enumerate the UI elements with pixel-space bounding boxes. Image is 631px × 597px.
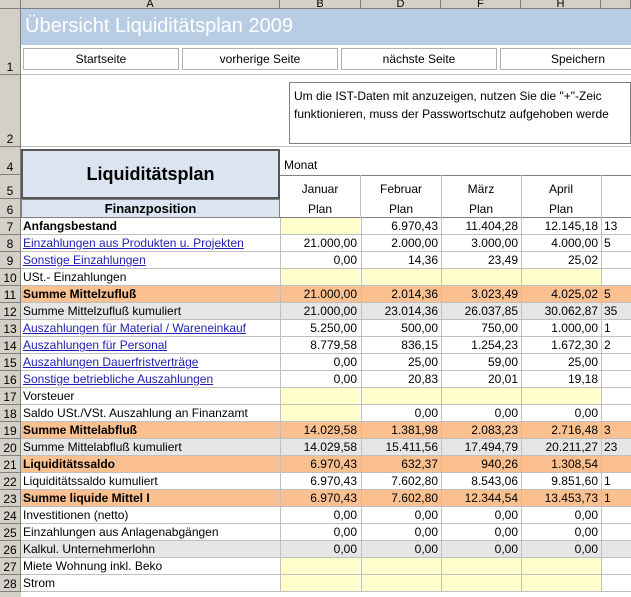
value-cell[interactable]: 0,00 <box>521 507 601 523</box>
row-header[interactable]: 14 <box>0 337 21 354</box>
row-header[interactable]: 11 <box>0 286 21 303</box>
column-header-bar <box>0 0 631 9</box>
next-month-cell[interactable] <box>601 541 631 557</box>
row-header[interactable]: 28 <box>0 575 21 592</box>
value-cell[interactable]: 0,00 <box>521 541 601 557</box>
page-title: Übersicht Liquiditätsplan 2009 <box>21 9 631 45</box>
row-label: Liquiditätssaldo kumuliert <box>23 474 158 488</box>
table-row <box>21 507 631 524</box>
next-month-cell[interactable]: 5 <box>601 235 631 251</box>
row-header[interactable]: 4 <box>0 147 21 175</box>
value-cell[interactable]: 26.037,85 <box>441 303 521 319</box>
next-month-cell[interactable] <box>601 558 631 574</box>
value-cell[interactable] <box>441 388 521 404</box>
row-header[interactable]: 23 <box>0 490 21 507</box>
previous-page-button[interactable]: vorherige Seite <box>182 48 338 70</box>
column-header-d[interactable]: D <box>361 0 441 9</box>
value-cell[interactable] <box>361 269 441 285</box>
table-row <box>21 388 631 405</box>
column-header-h[interactable]: H <box>521 0 601 9</box>
table-row <box>21 371 631 388</box>
value-cell[interactable]: 21.000,00 <box>280 286 360 302</box>
value-cell[interactable]: 23,49 <box>441 252 521 268</box>
next-month-cell[interactable] <box>601 507 631 523</box>
value-cell[interactable]: 632,37 <box>361 456 441 472</box>
column-header-next[interactable] <box>601 0 631 9</box>
row-label: Strom <box>23 576 56 590</box>
table-row <box>21 252 631 269</box>
row-header[interactable]: 15 <box>0 354 21 371</box>
next-month-cell[interactable]: 1 <box>601 490 631 506</box>
value-cell[interactable] <box>280 405 360 421</box>
row-label: Summe Mittelzufluß kumuliert <box>23 304 182 318</box>
info-text-box <box>289 82 631 144</box>
value-cell[interactable]: 0,00 <box>361 524 441 540</box>
value-cell[interactable]: 6.970,43 <box>280 473 360 489</box>
value-cell[interactable] <box>441 269 521 285</box>
value-cell[interactable]: 25,00 <box>361 354 441 370</box>
value-cell[interactable]: 500,00 <box>361 320 441 336</box>
next-month-cell[interactable] <box>601 524 631 540</box>
value-cell[interactable] <box>280 388 360 404</box>
value-cell[interactable]: 1.308,54 <box>521 456 601 472</box>
table-row <box>21 575 631 592</box>
value-cell[interactable]: 2.014,36 <box>361 286 441 302</box>
row-header[interactable]: 7 <box>0 218 21 235</box>
row-header[interactable]: 25 <box>0 524 21 541</box>
value-cell[interactable]: 25,00 <box>521 354 601 370</box>
plan-subheader: Plan <box>548 202 574 216</box>
value-cell[interactable]: 2.083,23 <box>441 422 521 438</box>
row-header[interactable]: 16 <box>0 371 21 388</box>
value-cell[interactable]: 0,00 <box>280 507 360 523</box>
value-cell[interactable] <box>280 218 360 234</box>
value-cell[interactable]: 23.014,36 <box>361 303 441 319</box>
row-header[interactable]: 13 <box>0 320 21 337</box>
value-cell[interactable] <box>280 558 360 574</box>
next-month-cell[interactable] <box>601 354 631 370</box>
start-page-button[interactable]: Startseite <box>23 48 179 70</box>
column-header-a[interactable]: A <box>21 0 280 9</box>
row-label[interactable]: Sonstige Einzahlungen <box>23 253 146 267</box>
next-month-cell[interactable]: 35 <box>601 303 631 319</box>
value-cell[interactable]: 13.453,73 <box>521 490 601 506</box>
finanzposition-header: Finanzposition <box>21 199 280 218</box>
table-row <box>21 490 631 507</box>
value-cell[interactable]: 30.062,87 <box>521 303 601 319</box>
value-cell[interactable] <box>361 558 441 574</box>
row-header[interactable]: 17 <box>0 388 21 405</box>
next-month-cell[interactable] <box>601 388 631 404</box>
value-cell[interactable]: 0,00 <box>441 524 521 540</box>
monat-label: Monat <box>284 158 318 172</box>
table-row <box>21 235 631 252</box>
value-cell[interactable]: 14.029,58 <box>280 422 360 438</box>
row-label: Liquiditätssaldo <box>23 457 116 471</box>
value-cell[interactable]: 7.602,80 <box>361 490 441 506</box>
value-cell[interactable]: 0,00 <box>280 541 360 557</box>
row-header[interactable]: 9 <box>0 252 21 269</box>
table-row <box>21 286 631 303</box>
row-label: Summe Mittelabfluß <box>23 423 138 437</box>
value-cell[interactable]: 836,15 <box>361 337 441 353</box>
value-cell[interactable]: 0,00 <box>441 507 521 523</box>
table-row <box>21 541 631 558</box>
row-label[interactable]: Auszahlungen Dauerfristverträge <box>23 355 199 369</box>
next-month-cell[interactable]: 3 <box>601 422 631 438</box>
value-cell[interactable]: 8.543,06 <box>441 473 521 489</box>
value-cell[interactable]: 1.000,00 <box>521 320 601 336</box>
next-month-cell[interactable]: 13 <box>601 218 631 234</box>
row-header[interactable]: 27 <box>0 558 21 575</box>
month-divider <box>601 175 602 218</box>
value-cell[interactable] <box>361 575 441 591</box>
next-month-cell[interactable]: 2 <box>601 337 631 353</box>
next-month-cell[interactable] <box>601 405 631 421</box>
save-button[interactable]: Speichern <box>500 48 631 70</box>
value-cell[interactable]: 3.000,00 <box>441 235 521 251</box>
value-cell[interactable]: 20.211,27 <box>521 439 601 455</box>
value-cell[interactable]: 0,00 <box>280 354 360 370</box>
plan-subheader: Plan <box>468 202 494 216</box>
next-month-cell[interactable] <box>601 456 631 472</box>
liquiditaetsplan-heading: Liquiditätsplan <box>21 149 280 199</box>
row-label: Summe Mittelabfluß kumuliert <box>23 440 182 454</box>
info-line-1: Um die IST-Daten mit anzuzeigen, nutzen Sie die "+"-Zeic <box>294 89 602 103</box>
next-month-cell[interactable]: 1 <box>601 473 631 489</box>
value-cell[interactable]: 8.779,58 <box>280 337 360 353</box>
table-row <box>21 558 631 575</box>
value-cell[interactable]: 0,00 <box>361 405 441 421</box>
table-row <box>21 456 631 473</box>
value-cell[interactable] <box>521 575 601 591</box>
month-header: Januar <box>301 182 339 196</box>
row-label: Einzahlungen aus Anlagenabgängen <box>23 525 219 539</box>
row-header[interactable]: 8 <box>0 235 21 252</box>
info-line-2: funktionieren, muss der Passwortschutz aufgehoben werde <box>294 107 609 121</box>
table-row <box>21 303 631 320</box>
value-cell[interactable]: 0,00 <box>361 541 441 557</box>
value-cell[interactable] <box>441 558 521 574</box>
row-header[interactable]: 10 <box>0 269 21 286</box>
row-label: Miete Wohnung inkl. Beko <box>23 559 163 573</box>
month-header: April <box>548 182 573 196</box>
row-header[interactable]: 2 <box>0 75 21 147</box>
row-header[interactable]: 12 <box>0 303 21 320</box>
value-cell[interactable]: 5.250,00 <box>280 320 360 336</box>
value-cell[interactable]: 0,00 <box>521 405 601 421</box>
row-header[interactable]: 18 <box>0 405 21 422</box>
month-header: März <box>467 182 495 196</box>
row-header[interactable]: 20 <box>0 439 21 456</box>
value-cell[interactable]: 6.970,43 <box>280 490 360 506</box>
value-cell[interactable]: 20,83 <box>361 371 441 387</box>
plan-subheader: Plan <box>307 202 333 216</box>
value-cell[interactable] <box>521 269 601 285</box>
row-label[interactable]: Auszahlungen für Personal <box>23 338 168 352</box>
next-month-cell[interactable] <box>601 575 631 591</box>
value-cell[interactable] <box>361 388 441 404</box>
value-cell[interactable]: 59,00 <box>441 354 521 370</box>
select-all-corner[interactable] <box>0 0 21 9</box>
table-row <box>21 337 631 354</box>
row-header[interactable]: 19 <box>0 422 21 439</box>
table-row <box>21 218 631 235</box>
next-month-cell[interactable]: 5 <box>601 286 631 302</box>
row-header[interactable]: 21 <box>0 456 21 473</box>
value-cell[interactable]: 3.023,49 <box>441 286 521 302</box>
value-cell[interactable]: 12.145,18 <box>521 218 601 234</box>
next-page-button[interactable]: nächste Seite <box>341 48 497 70</box>
value-cell[interactable]: 2.716,48 <box>521 422 601 438</box>
row-label[interactable]: Sonstige betriebliche Auszahlungen <box>23 372 214 386</box>
row-label: Summe liquide Mittel I <box>23 491 150 505</box>
value-cell[interactable]: 4.025,02 <box>521 286 601 302</box>
value-cell[interactable]: 11.404,28 <box>441 218 521 234</box>
next-month-cell[interactable] <box>601 371 631 387</box>
value-cell[interactable]: 6.970,43 <box>280 456 360 472</box>
table-row <box>21 524 631 541</box>
value-cell[interactable]: 14,36 <box>361 252 441 268</box>
value-cell[interactable] <box>521 558 601 574</box>
value-cell[interactable]: 21.000,00 <box>280 235 360 251</box>
value-cell[interactable]: 17.494,79 <box>441 439 521 455</box>
row-label: Vorsteuer <box>23 389 75 403</box>
table-row <box>21 422 631 439</box>
row-label[interactable]: Auszahlungen für Material / Wareneinkauf <box>23 321 247 335</box>
value-cell[interactable]: 4.000,00 <box>521 235 601 251</box>
table-row <box>21 439 631 456</box>
value-cell[interactable]: 0,00 <box>441 541 521 557</box>
value-cell[interactable]: 19,18 <box>521 371 601 387</box>
value-cell[interactable]: 0,00 <box>361 507 441 523</box>
row-header[interactable]: 1 <box>0 9 21 75</box>
value-cell[interactable]: 0,00 <box>521 524 601 540</box>
value-cell[interactable] <box>441 575 521 591</box>
row-label: USt.- Einzahlungen <box>23 270 127 284</box>
table-row <box>21 269 631 286</box>
value-cell[interactable]: 0,00 <box>441 405 521 421</box>
table-row <box>21 320 631 337</box>
value-cell[interactable]: 21.000,00 <box>280 303 360 319</box>
value-cell[interactable]: 25,02 <box>521 252 601 268</box>
row-label: Anfangsbestand <box>23 219 118 233</box>
value-cell[interactable]: 940,26 <box>441 456 521 472</box>
next-month-cell[interactable]: 1 <box>601 320 631 336</box>
row-label: Summe Mittelzufluß <box>23 287 137 301</box>
value-cell[interactable]: 7.602,80 <box>361 473 441 489</box>
row-label: Kalkul. Unternehmerlohn <box>23 542 156 556</box>
value-cell[interactable]: 6.970,43 <box>361 218 441 234</box>
row-header[interactable]: 6 <box>0 199 21 218</box>
column-header-f[interactable]: F <box>441 0 521 9</box>
row-header[interactable]: 22 <box>0 473 21 490</box>
value-cell[interactable]: 0,00 <box>280 252 360 268</box>
month-header: Februar <box>379 182 423 196</box>
value-cell[interactable]: 15.411,56 <box>361 439 441 455</box>
next-month-cell[interactable]: 23 <box>601 439 631 455</box>
value-cell[interactable]: 2.000,00 <box>361 235 441 251</box>
row-label[interactable]: Einzahlungen aus Produkten u. Projekten <box>23 236 244 250</box>
table-row <box>21 473 631 490</box>
value-cell[interactable]: 750,00 <box>441 320 521 336</box>
value-cell[interactable] <box>521 388 601 404</box>
value-cell[interactable]: 20,01 <box>441 371 521 387</box>
row-label: Saldo USt./VSt. Auszahlung an Finanzamt <box>23 406 248 420</box>
table-row <box>21 405 631 422</box>
row-label: Investitionen (netto) <box>23 508 129 522</box>
value-cell[interactable]: 1.254,23 <box>441 337 521 353</box>
value-cell[interactable]: 1.672,30 <box>521 337 601 353</box>
next-month-cell[interactable] <box>601 252 631 268</box>
value-cell[interactable]: 12.344,54 <box>441 490 521 506</box>
row-header[interactable]: 5 <box>0 175 21 199</box>
value-cell[interactable]: 0,00 <box>280 524 360 540</box>
row-header[interactable]: 24 <box>0 507 21 524</box>
value-cell[interactable] <box>280 269 360 285</box>
next-month-cell[interactable] <box>601 269 631 285</box>
row-header[interactable]: 26 <box>0 541 21 558</box>
value-cell[interactable]: 0,00 <box>280 371 360 387</box>
plan-subheader: Plan <box>388 202 414 216</box>
value-cell[interactable]: 1.381,98 <box>361 422 441 438</box>
column-header-b[interactable]: B <box>280 0 361 9</box>
value-cell[interactable]: 9.851,60 <box>521 473 601 489</box>
value-cell[interactable]: 14.029,58 <box>280 439 360 455</box>
table-row <box>21 354 631 371</box>
value-cell[interactable] <box>280 575 360 591</box>
